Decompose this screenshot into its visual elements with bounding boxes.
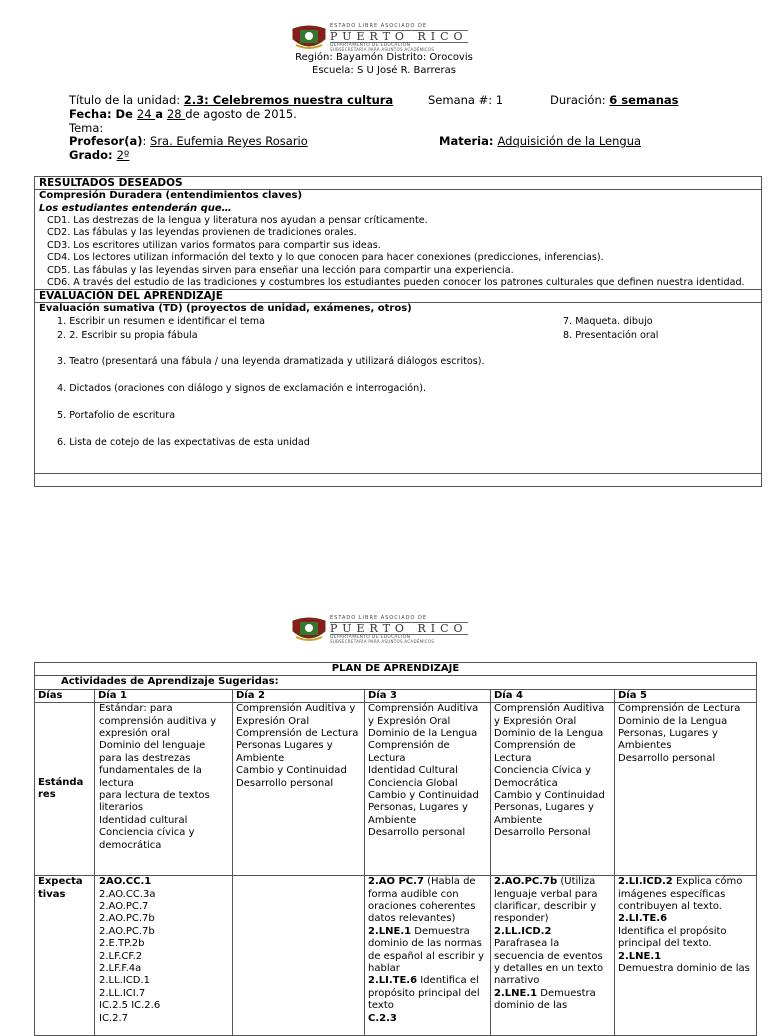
understanding-subtitle: Compresión Duradera (entendimientos claves) <box>39 190 303 201</box>
expectations-cell <box>615 876 757 1036</box>
expectation-text: Demuestra dominio de las <box>494 987 596 1012</box>
subject-row <box>439 134 641 148</box>
expectation-text: Parafrasea la secuencia de eventos y detalles en un texto narrativo <box>494 938 604 987</box>
expectation-code: 2.AO PC.7 <box>368 876 424 888</box>
day-header: Día 2 <box>233 689 365 702</box>
expectation-text: Explica cómo imágenes específicas contribuyen al texto. <box>618 876 743 913</box>
region-line: Región: Bayamón Distrito: Orocovis <box>295 52 473 63</box>
cd-item: CD3. Los escritores utilizan varios formatos para compartir sus ideas. <box>47 239 381 251</box>
evaluation-item-right: 8. Presentación oral <box>563 329 659 341</box>
expectation-text: Demuestra dominio de las normas de español al escribir y hablar <box>368 925 485 975</box>
table-row <box>35 676 757 689</box>
duration-label: Duración: <box>550 93 610 107</box>
duration-row <box>550 93 678 107</box>
students-understand: Los estudiantes entenderán que… <box>39 202 232 214</box>
cd-item: CD6. A través del estudio de las tradiciones y costumbres los estudiantes pueden conocer los patrones culturales que definen nuestra identidad. <box>47 277 745 289</box>
desired-results-header: RESULTADOS DESEADOS <box>35 177 761 190</box>
cd-item: CD1. Las destrezas de la lengua y literatura nos ayudan a pensar críticamente. <box>47 215 428 226</box>
evaluation-item: 2. 2. Escribir su propia fábula <box>57 329 198 341</box>
coat-of-arms-icon <box>292 617 326 643</box>
days-label: Días <box>35 689 95 702</box>
date-a: a <box>155 107 167 121</box>
unit-value: 2.3: Celebremos nuestra cultura <box>183 93 394 107</box>
day-header: Día 4 <box>491 689 615 702</box>
table-row <box>35 876 757 1036</box>
expectation-codes: 2.AO.CC.3a 2.AO.PC.7 2.AO.PC.7b 2.AO.PC.7b 2.E.TP.2b 2.LF.CF.2 2.LF.F.4a 2.LL.ICD.1 2.LL.ICI.7 IC.2.5 IC.2.6 IC.2.7 <box>99 888 161 1024</box>
unit-title-row <box>69 93 393 107</box>
expectation-text: Demuestra dominio de las <box>618 963 750 975</box>
day-header: Día 3 <box>365 689 491 702</box>
subject-value: Adquisición de la Lengua <box>497 134 642 148</box>
logo-line-4: SUBSECRETARÍA PARA ASUNTOS ACADÉMICOS <box>330 47 435 53</box>
date-rest: de agosto de 2015. <box>185 107 297 121</box>
expectation-text: Identifica el propósito principal del texto. <box>618 925 727 950</box>
teacher-row: Profesor(a): Sra. Eufemia Reyes Rosario <box>69 134 308 148</box>
cd-item: CD2. Las fábulas y las leyendas provienen de tradiciones orales. <box>47 227 357 239</box>
table-row <box>35 663 757 676</box>
table-row <box>35 703 757 876</box>
coat-of-arms-icon <box>292 25 326 51</box>
date-label: Fecha: De <box>69 107 137 121</box>
cd-item: CD4. Los lectores utilizan información del texto y lo que conocen para hacer conexiones (predicciones, inferencias). <box>47 252 604 264</box>
expectation-code: 2.LNE.1 <box>618 950 662 962</box>
unit-label: Título de la unidad: <box>69 93 184 107</box>
logo-line-1: ESTADO LIBRE ASOCIADO DE <box>330 614 428 621</box>
logo-line-1: ESTADO LIBRE ASOCIADO DE <box>330 22 428 29</box>
school-line: Escuela: S U José R. Barreras <box>312 65 456 76</box>
evaluation-item: 5. Portafolio de escritura <box>57 409 176 421</box>
date-from: 24 <box>136 107 156 121</box>
date-row <box>69 107 297 121</box>
date-to: 28 <box>166 107 186 121</box>
evaluation-list <box>35 316 761 466</box>
cd-item: CD5. Las fábulas y las leyendas sirven para enseñar una lección para compartir una experiencia. <box>47 264 514 276</box>
expectation-code: 2.LI.TE.6 <box>618 913 668 925</box>
grade-label: Grado: <box>69 148 117 162</box>
department-logo <box>292 616 470 644</box>
teacher-label: Profesor(a) <box>69 134 143 148</box>
learning-plan-table <box>34 662 757 1036</box>
standards-cell: Comprensión de Lectura Dominio de la Lengua Personas, Lugares y Ambientes Desarrollo personal <box>615 703 757 876</box>
logo-line-2: PUERTO RICO <box>330 621 468 635</box>
expectations-cell <box>233 876 365 1036</box>
box-divider <box>35 473 761 474</box>
grade-value: 2º <box>116 148 130 162</box>
day-header: Día 5 <box>615 689 757 702</box>
evaluation-item: 3. Teatro (presentará una fábula / una leyenda dramatizada y utilizará diálogos escritos). <box>57 355 485 367</box>
standards-cell: Comprensión Auditiva y Expresión Oral Dominio de la Lengua Comprensión de Lectura Conciencia Cívica y Democrática Cambio y Continuidad Personas, Lugares y Ambiente Desarrollo Personal <box>491 703 615 876</box>
evaluation-header: EVALUACIÓN DEL APRENDIZAJE <box>35 289 761 303</box>
subject-label: Materia: <box>439 134 498 148</box>
expectation-code: 2.AO.PC.7b <box>494 876 558 888</box>
evaluation-item: 4. Dictados (oraciones con diálogo y signos de exclamación e interrogación). <box>57 382 427 394</box>
evaluation-item: 6. Lista de cotejo de las expectativas de esta unidad <box>57 436 310 448</box>
department-logo <box>292 24 470 52</box>
expectations-cell <box>365 876 491 1036</box>
logo-line-4: SUBSECRETARÍA PARA ASUNTOS ACADÉMICOS <box>330 639 435 645</box>
week-label: Semana #: 1 <box>428 93 504 107</box>
expectations-cell <box>95 876 233 1036</box>
standards-cell: Comprensión Auditiva y Expresión Oral Comprensión de Lectura Personas Lugares y Ambiente Cambio y Continuidad Desarrollo personal <box>233 703 365 876</box>
expectation-code: 2.LNE.1 <box>368 925 412 937</box>
logo-line-3: DEPARTAMENTO DE EDUCACIÓN <box>330 634 411 640</box>
expectation-code: 2.LI.ICD.2 <box>618 876 673 888</box>
expectation-code-first: 2AO.CC.1 <box>99 876 152 888</box>
logo-line-2: PUERTO RICO <box>330 29 468 43</box>
expectation-text: (Utiliza lenguaje verbal para clarificar, describir y responder) <box>494 876 598 925</box>
expectations-label: Expecta tivas <box>35 876 95 1036</box>
plan-title: PLAN DE APRENDIZAJE <box>35 663 757 676</box>
expectation-code: 2.LL.ICD.2 <box>494 925 552 937</box>
table-row <box>35 689 757 702</box>
expectation-code: 2.LI.TE.6 <box>368 975 418 987</box>
evaluation-item: 1. Escribir un resumen e identificar el tema <box>57 315 266 327</box>
standards-cell: Estándar: para comprensión auditiva y expresión oral Dominio del lenguaje para las destrezas fundamentales de la lectura para lectura de textos literarios Identidad cultural Conciencia cívica y democrática <box>95 703 233 876</box>
expectation-code: C.2.3 <box>368 1012 397 1024</box>
teacher-value: Sra. Eufemia Reyes Rosario <box>150 134 308 148</box>
expectations-cell <box>491 876 615 1036</box>
evaluation-subtitle: Evaluación sumativa (TD) (proyectos de unidad, exámenes, otros) <box>39 303 412 315</box>
expectation-text: Identifica el propósito principal del texto <box>368 975 480 1012</box>
expectation-code: 2.LNE.1 <box>494 987 538 999</box>
activities-title: Actividades de Aprendizaje Sugeridas: <box>35 676 757 689</box>
day-header: Día 1 <box>95 689 233 702</box>
page-2 <box>0 600 768 1024</box>
unit-plan-box <box>34 176 762 487</box>
tema-label: Tema: <box>69 121 104 135</box>
logo-line-3: DEPARTAMENTO DE EDUCACIÓN <box>330 42 411 48</box>
duration-value: 6 semanas <box>609 93 679 107</box>
evaluation-item-right: 7. Maqueta. dibujo <box>563 315 653 327</box>
standards-label: Estánda res <box>35 703 95 876</box>
standards-cell: Comprensión Auditiva y Expresión Oral Dominio de la Lengua Comprensión de Lectura Identidad Cultural Conciencia Global Cambio y Continuidad Personas, Lugares y Ambiente Desarrollo personal <box>365 703 491 876</box>
expectation-text: (Habla de forma audible con oraciones coherentes datos relevantes) <box>368 876 476 925</box>
grade-row <box>69 148 129 162</box>
